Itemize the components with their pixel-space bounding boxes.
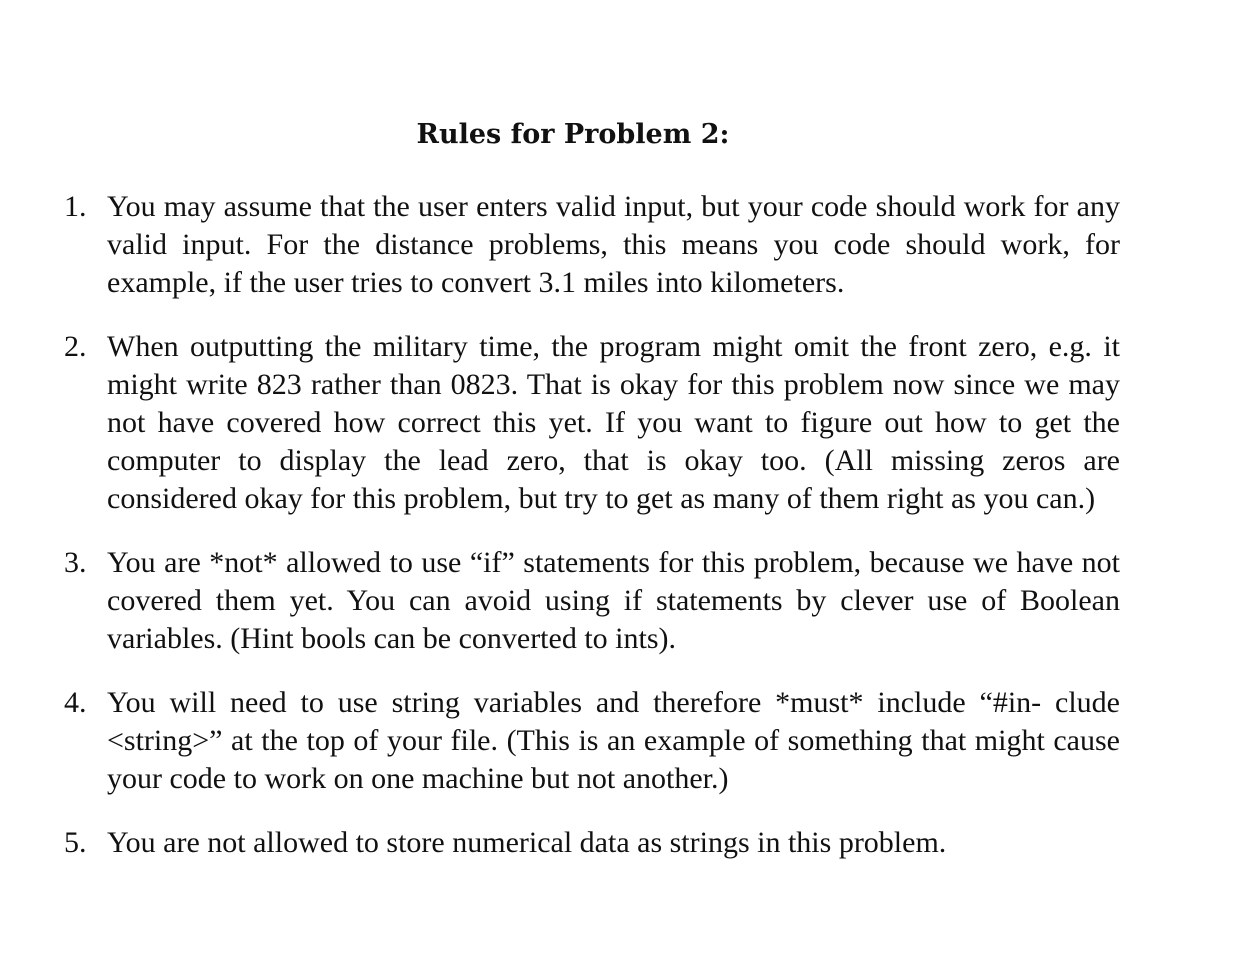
rule-number: 2. [64, 330, 87, 363]
rules-list [64, 188, 1120, 888]
rule-text: You may assume that the user enters valid input, but your code should work for any valid input. For the distance problems, this means you code should work, for example, if the user tries to convert 3.1 miles into kilometers. [107, 190, 1120, 299]
rule-item-1 [64, 188, 1120, 302]
rule-text: You are *not* allowed to use “if” statements for this problem, because we have not covered them yet. You can avoid using if statements by clever use of Boolean variables. (Hint bools can be converted to ints). [107, 546, 1120, 655]
rule-number: 1. [64, 190, 87, 223]
rule-item-4 [64, 684, 1120, 798]
rule-item-3 [64, 544, 1120, 658]
rule-text: You are not allowed to store numerical data as strings in this problem. [107, 826, 947, 859]
rule-text: When outputting the military time, the program might omit the front zero, e.g. it might write 823 rather than 0823. That is okay for this problem now since we may not have covered how correct this yet. If you want to figure out how to get the computer to display the lead zero, that is okay too. (All missing zeros are considered okay for this problem, but try to get as many of them right as you can.) [107, 330, 1120, 515]
rule-number: 4. [64, 686, 87, 719]
rule-text: You will need to use string variables and therefore *must* include “#in- clude <string>” at the top of your file. (This is an example of something that might cause your code to work on one machine but not another.) [107, 686, 1120, 795]
rule-number: 3. [64, 546, 87, 579]
rule-number: 5. [64, 826, 87, 859]
rule-item-2 [64, 328, 1120, 518]
page-title: Rules for Problem 2: [416, 119, 730, 150]
rule-item-5 [64, 824, 1120, 862]
